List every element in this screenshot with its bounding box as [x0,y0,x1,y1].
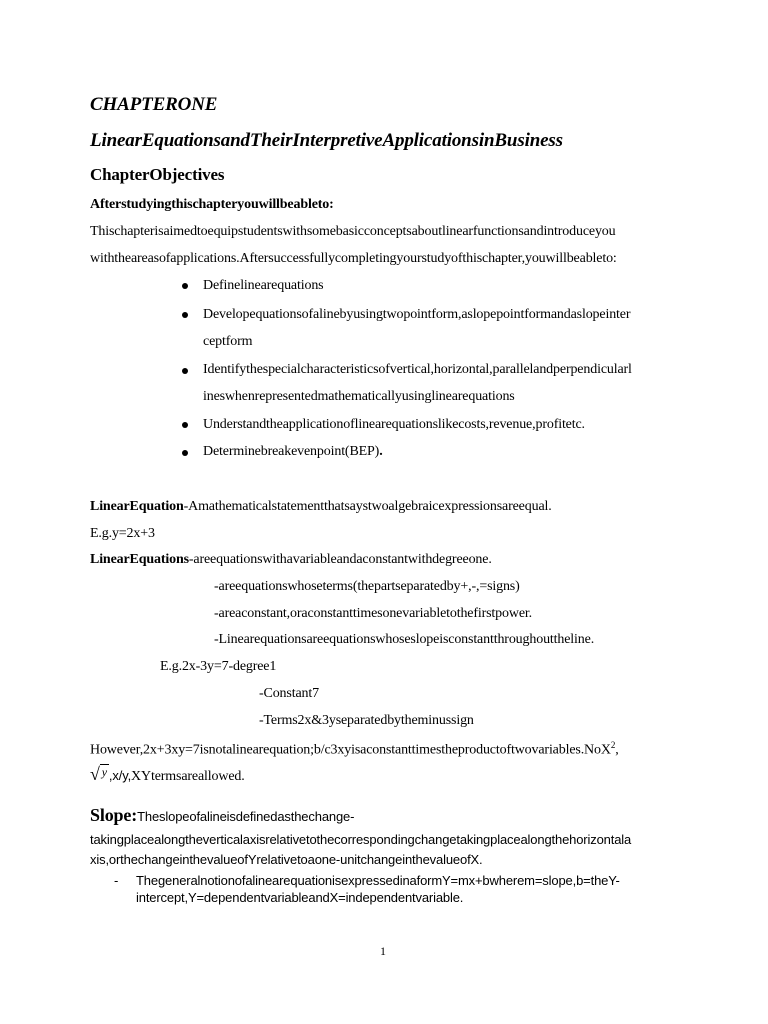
however-statement [90,740,619,759]
objectives-heading: ChapterObjectives [90,165,225,184]
sqrt-tail: XYtermsareallowed. [131,769,245,784]
linear-equations-def: -areequationswithavariableandaconstantwithdegreeone. [188,552,492,567]
objective-item-2-cont: ceptform [203,334,253,349]
however-comma: , [615,742,619,758]
slope-label: Slope: [90,805,138,825]
objective-item-3-cont: ineswhenrepresentedmathematicallyusinglinearequations [203,389,515,404]
slope-line-3: xis,orthechangeinthevalueofYrelativetoaone-unitchangeinthevalueofX. [90,852,483,867]
bullet-dot [182,450,188,456]
linear-equation-def: -Amathematicalstatementthatsaystwoalgebraicexpressionsareequal. [183,499,552,514]
definition-sub-2: -areaconstant,oraconstanttimesonevariabletothefirstpower. [214,606,532,621]
linear-equation-definition [90,499,552,515]
however-text: However,2x+3xy=7isnotalinearequation;b/c3xyisaconstanttimestheproductoftwovariables.NoX [90,742,611,758]
definition-sub-1: -areequationswhoseterms(thepartseparatedby+,-,=signs) [214,579,520,594]
objective-item-4: Understandtheapplicationoflinearequationslikecosts,revenue,profitetc. [203,417,585,432]
bullet-dot [182,422,188,428]
linear-equations-definition [90,552,492,568]
slope-note-line-1: ThegeneralnotionofalinearequationisexpressedinaformY=mx+bwherem=slope,b=theY- [136,873,620,888]
objective-item-3: Identifythespecialcharacteristicsofvertical,horizontal,parallelandperpendicularl [203,362,632,377]
objective-item-5 [203,444,383,460]
slope-note-dash: - [114,873,119,888]
sqrt-argument: y [101,765,107,779]
slope-line-1: Theslopeofalineisdefinedasthechange- [137,809,355,824]
example-2-terms: -Terms2x&3yseparatedbytheminussign [259,713,474,728]
example-2: E.g.2x-3y=7-degree1 [160,659,277,674]
objective-item-5-text: Determinebreakevenpoint(BEP) [203,444,380,459]
chapter-title: LinearEquationsandTheirInterpretiveApplicationsinBusiness [90,130,563,151]
however-superscript: 2 [610,740,616,750]
term-linear-equations: LinearEquation [90,552,184,567]
objective-item-1: Definelinearequations [203,278,324,293]
chapter-heading: CHAPTERONE [90,94,218,115]
example-2-constant: -Constant7 [259,686,319,701]
intro-line-1: Thischapterisaimedtoequipstudentswithsomebasicconceptsaboutlinearfunctionsandintroduceyou [90,224,616,239]
objective-item-5-dot: . [379,444,383,459]
bullet-dot [182,368,188,374]
slope-paragraph-line-1 [90,805,354,826]
sqrt-symbol: √ [90,764,100,784]
sqrt-line [90,764,245,785]
term-linear-equations-s: s [183,552,189,567]
page-number: 1 [380,944,386,958]
slope-note-line-2: intercept,Y=dependentvariableandX=independentvariable. [136,890,464,905]
after-studying-heading: Afterstudyingthischapteryouwillbeableto: [90,197,334,212]
sqrt-tail-sans: ,x/y, [108,768,132,783]
definition-sub-3: -Linearequationsareequationswhoseslopeisconstantthroughouttheline. [214,632,595,647]
term-linear-equation: LinearEquation [90,499,184,514]
bullet-dot [182,283,188,289]
objective-item-2: Developequationsofalinebyusingtwopointform,aslopepointformandaslopeinter [203,307,631,322]
slope-line-2: takingplacealongtheverticalaxisrelativetothecorrespondingchangetakingplacealongthehorizontala [90,832,632,847]
bullet-dot [182,312,188,318]
example-1: E.g.y=2x+3 [90,526,155,541]
intro-line-2: withtheareasofapplications.Aftersuccessfullycompletingyourstudyofthischapter,youwillbeableto: [90,251,617,266]
